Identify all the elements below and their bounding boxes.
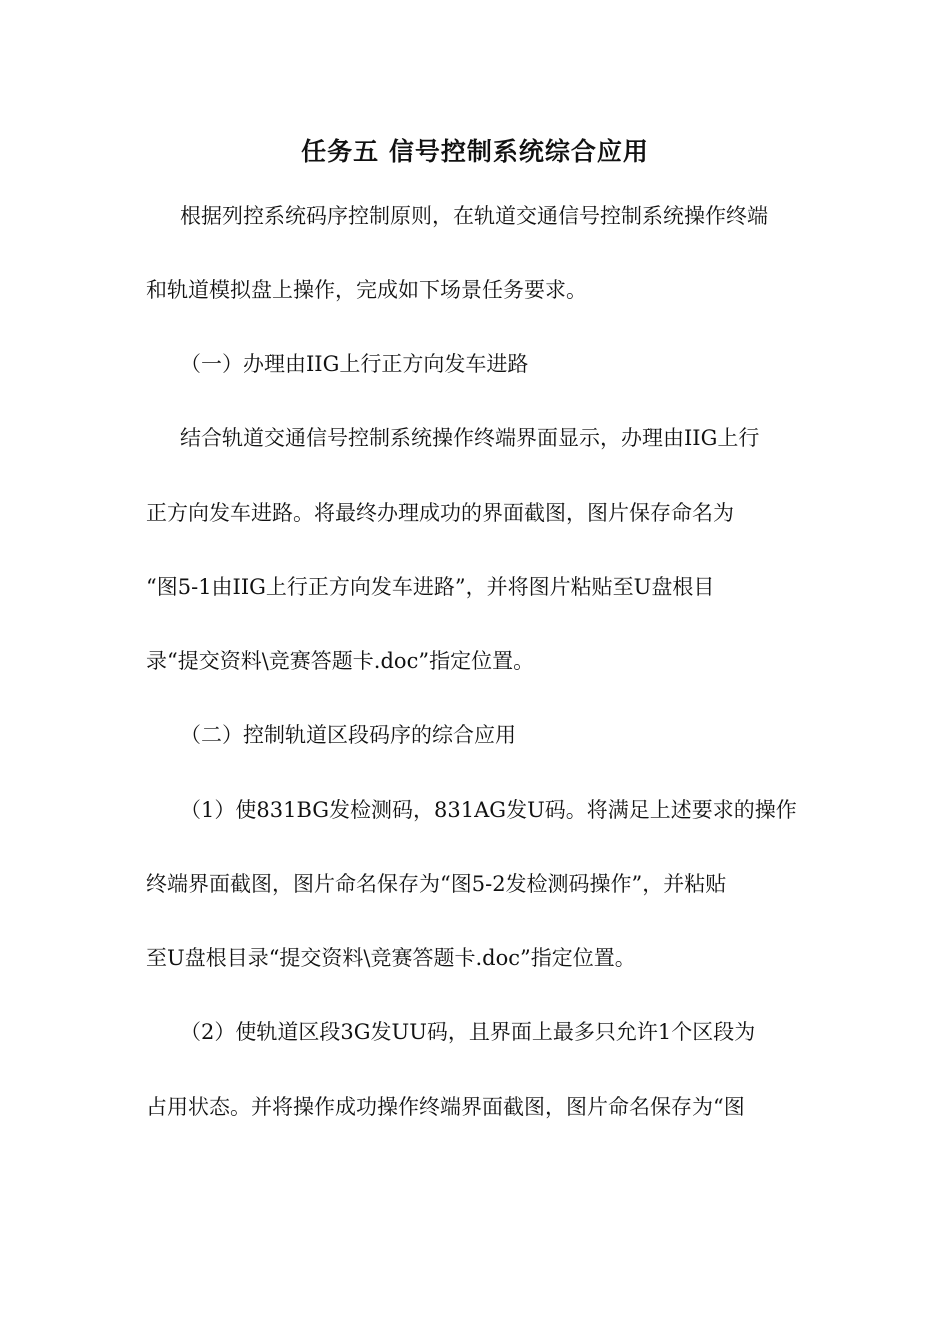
- paragraph-line-9: 至U盘根目录“提交资料\竞赛答题卡.doc”指定位置。: [146, 946, 636, 970]
- section-heading-1: （一）办理由IIG上行正方向发车进路: [180, 352, 529, 376]
- section-heading-2: （二）控制轨道区段码序的综合应用: [180, 723, 516, 747]
- paragraph-line-5: “图5-1由IIG上行正方向发车进路”，并将图片粘贴至U盘根目: [146, 575, 715, 599]
- paragraph-line-10: （2）使轨道区段3G发UU码，且界面上最多只允许1个区段为: [180, 1020, 756, 1044]
- paragraph-line-2: 和轨道模拟盘上操作，完成如下场景任务要求。: [146, 278, 587, 302]
- paragraph-line-6: 录“提交资料\竞赛答题卡.doc”指定位置。: [146, 649, 535, 673]
- document-title: 任务五 信号控制系统综合应用: [301, 137, 649, 166]
- paragraph-line-3: 结合轨道交通信号控制系统操作终端界面显示，办理由IIG上行: [180, 426, 760, 450]
- paragraph-line-7: （1）使831BG发检测码，831AG发U码。将满足上述要求的操作: [180, 798, 797, 822]
- paragraph-line-11: 占用状态。并将操作成功操作终端界面截图，图片命名保存为“图: [146, 1095, 745, 1119]
- paragraph-line-1: 根据列控系统码序控制原则，在轨道交通信号控制系统操作终端: [180, 204, 768, 228]
- paragraph-line-8: 终端界面截图，图片命名保存为“图5-2发检测码操作”，并粘贴: [146, 872, 727, 896]
- paragraph-line-4: 正方向发车进路。将最终办理成功的界面截图，图片保存命名为: [146, 501, 734, 525]
